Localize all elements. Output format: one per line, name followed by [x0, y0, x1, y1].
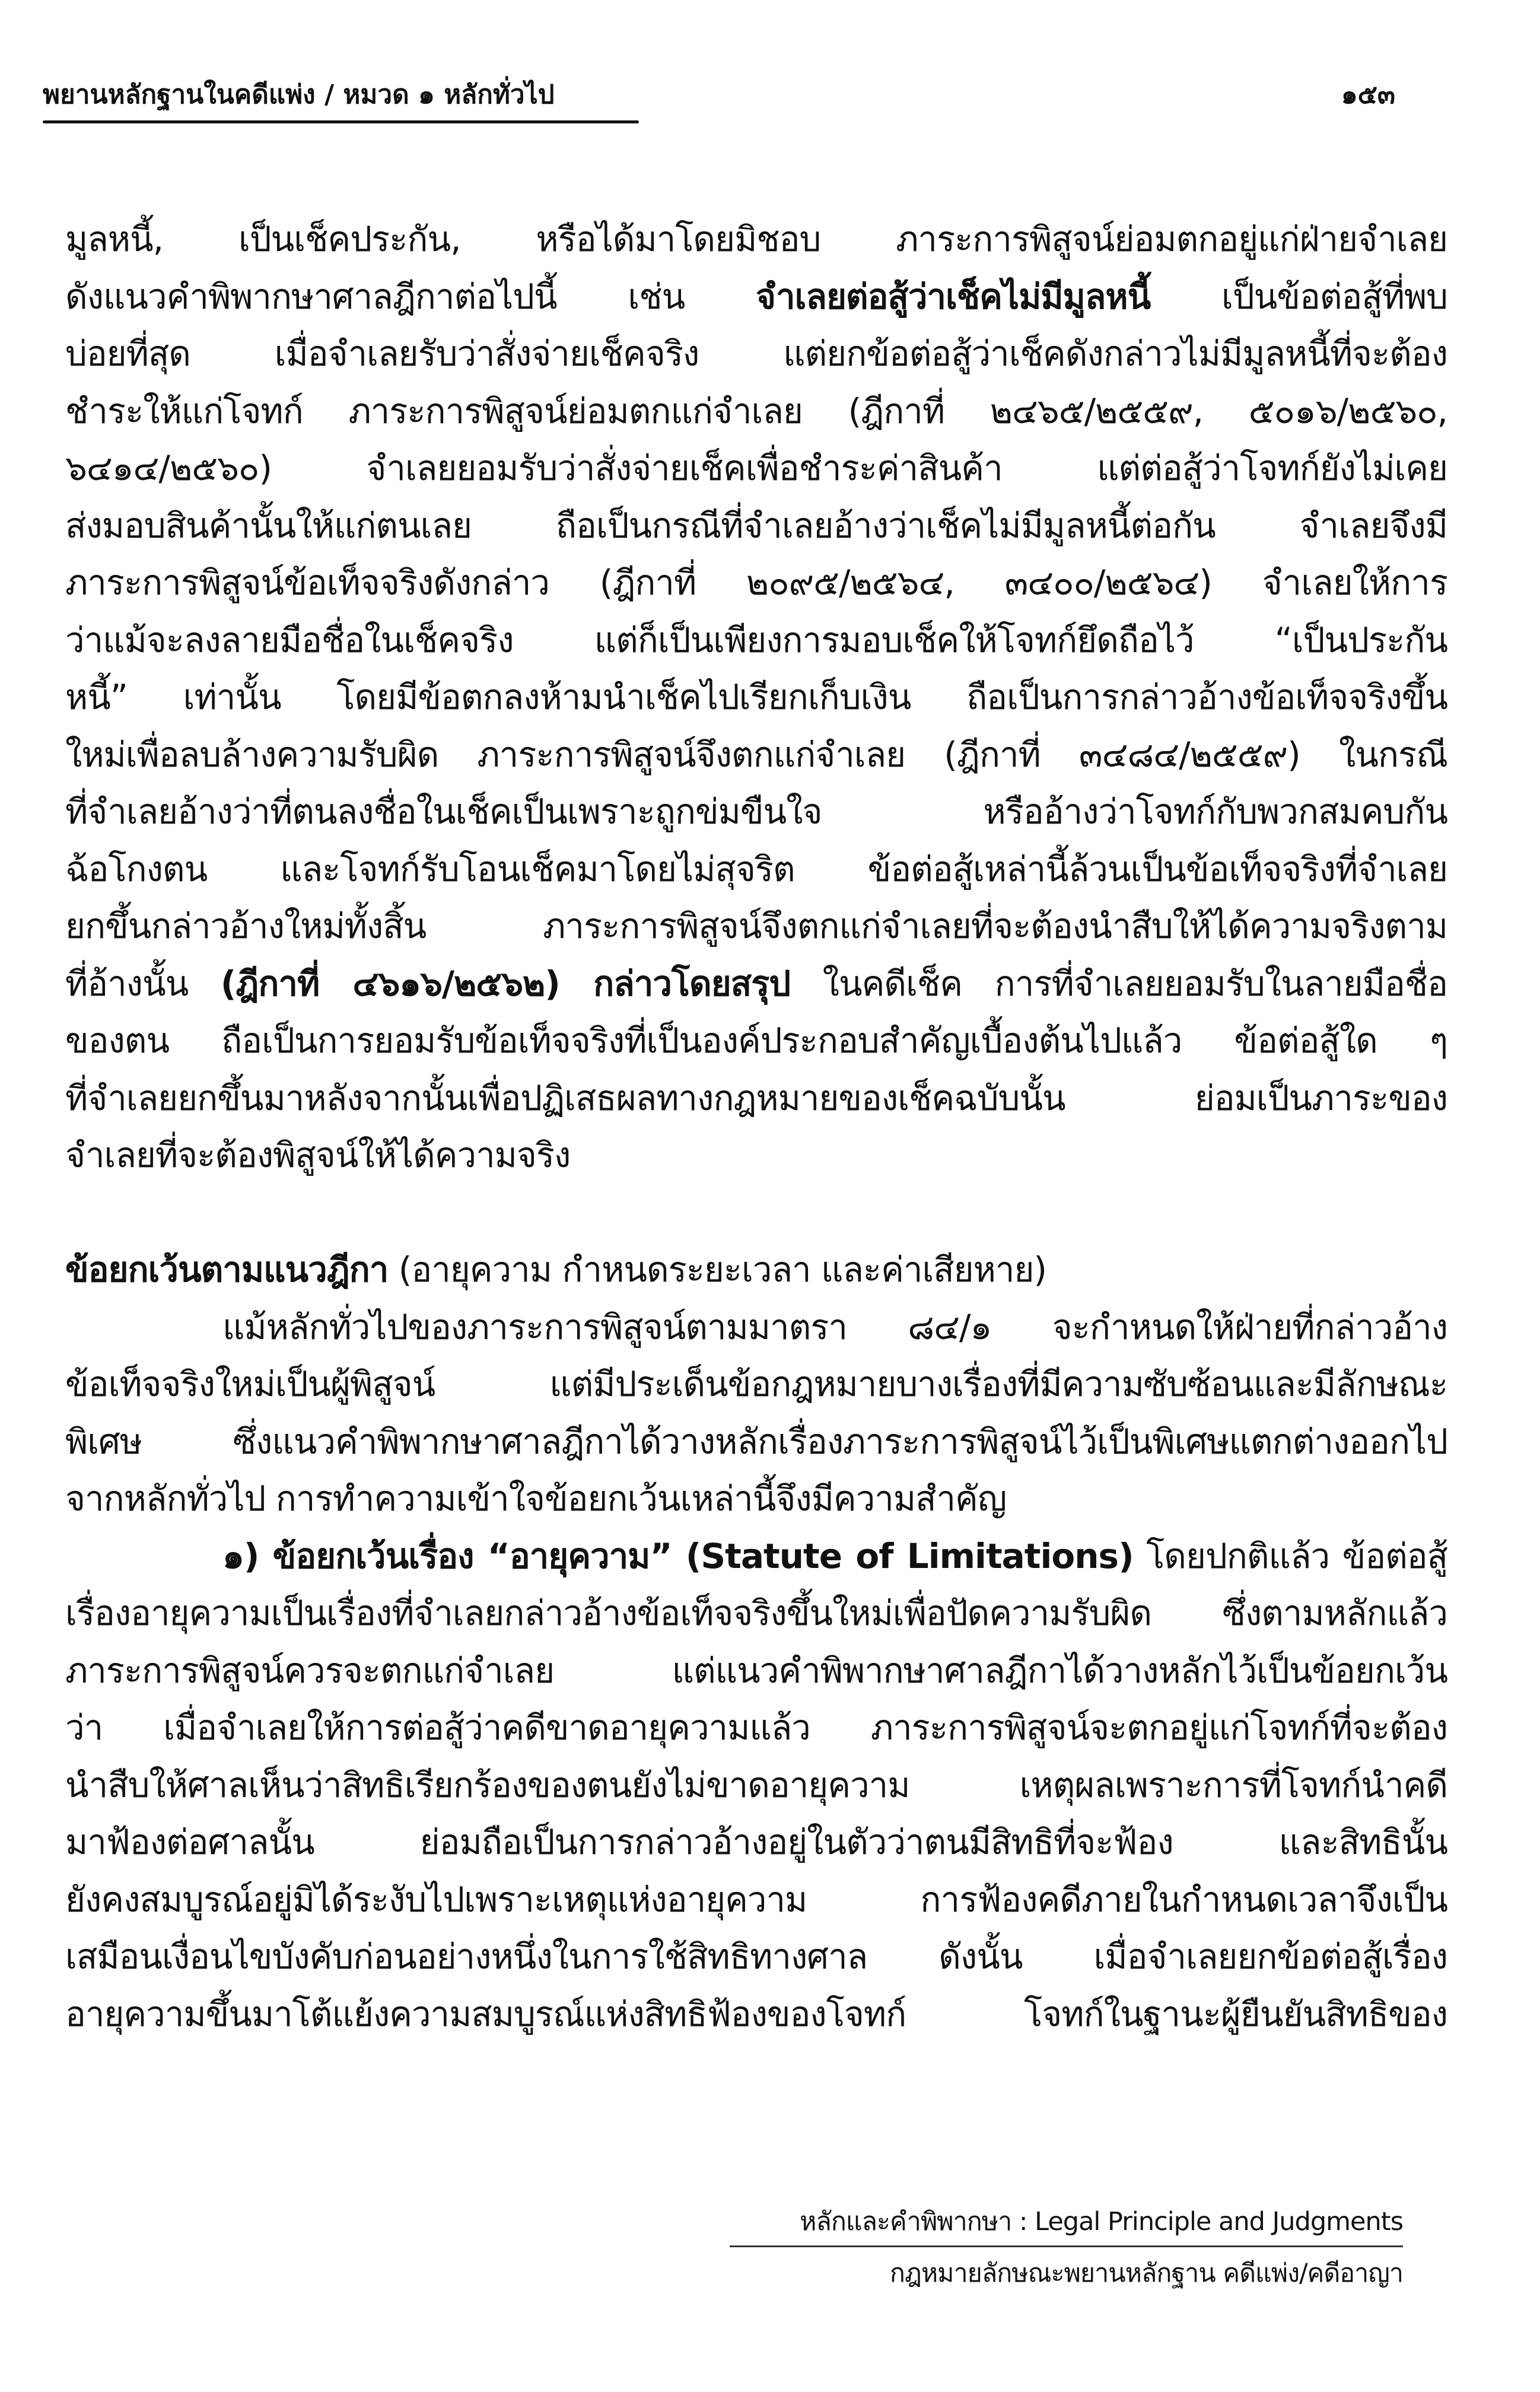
text-line: [65, 898, 1447, 955]
text-line: [65, 1127, 1447, 1184]
text-run: ภาระการพิสูจน์ควรจะตกแก่จำเลย แต่แนวคำพิพากษาศาลฎีกาได้วางหลักไว้เป็นข้อยกเว้น: [65, 1650, 1447, 1691]
text-run: บ่อยที่สุด เมื่อจำเลยรับว่าสั่งจ่ายเช็คจริง แต่ยกข้อต่อสู้ว่าเช็คดังกล่าวไม่มีมูลหนี้ที่จะต้อง: [65, 333, 1447, 374]
page-number: ๑๕๓: [1341, 79, 1395, 110]
text-run: ๖๔๑๔/๒๕๖๐) จำเลยยอมรับว่าสั่งจ่ายเช็คเพื่อชำระค่าสินค้า แต่ต่อสู้ว่าโจทก์ยังไม่เคย: [65, 448, 1447, 488]
running-footer: [730, 2204, 1403, 2291]
text-run: เรื่องอายุความเป็นเรื่องที่จำเลยกล่าวอ้างข้อเท็จจริงขึ้นใหม่เพื่อปัดความรับผิด ซึ่งตามหลักแล้ว: [65, 1593, 1447, 1633]
text-line: [65, 1642, 1447, 1700]
paragraph-cheque-defenses: [65, 211, 1447, 1184]
running-header: [43, 77, 1395, 131]
text-line: [65, 612, 1447, 669]
text-run: โดยปกติแล้ว ข้อต่อสู้: [1133, 1535, 1448, 1576]
paragraph-statute-of-limitations: [65, 1528, 1447, 2043]
text-run: ที่จำเลยยกขึ้นมาหลังจากนั้นเพื่อปฏิเสธผลทางกฎหมายของเช็คฉบับนั้น ย่อมเป็นภาระของ: [65, 1077, 1447, 1118]
text-line: [65, 1070, 1447, 1127]
text-run: จากหลักทั่วไป การทำความเข้าใจข้อยกเว้นเหล่านี้จึงมีความสำคัญ: [65, 1478, 1007, 1519]
text-line: [65, 669, 1447, 726]
text-line: [65, 554, 1447, 612]
section-heading-subtitle: (อายุความ กำหนดระยะเวลา และค่าเสียหาย): [388, 1249, 1047, 1290]
paragraph-gap: [65, 1184, 1447, 1242]
text-run: ส่งมอบสินค้านั้นให้แก่ตนเลย ถือเป็นกรณีที่จำเลยอ้างว่าเช็คไม่มีมูลหนี้ต่อกัน จำเลยจึงมี: [65, 505, 1447, 546]
text-line: [65, 1871, 1447, 1929]
text-run: หนี้” เท่านั้น โดยมีข้อตกลงห้ามนำเช็คไปเรียกเก็บเงิน ถือเป็นการกล่าวอ้างข้อเท็จจริงขึ้น: [65, 677, 1447, 717]
text-line: [65, 1814, 1447, 1871]
text-run: ที่อ้างนั้น: [65, 963, 221, 1004]
text-line: [65, 1585, 1447, 1642]
text-line: [65, 1528, 1447, 1585]
bold-text-run: ๑) ข้อยกเว้นเรื่อง “อายุความ” (Statute of Limitations): [222, 1535, 1134, 1576]
text-line: [65, 1699, 1447, 1757]
text-run: ยังคงสมบูรณ์อยู่มิได้ระงับไปเพราะเหตุแห่งอายุความ การฟ้องคดีภายในกำหนดเวลาจึงเป็น: [65, 1879, 1447, 1920]
text-run: ยกขึ้นกล่าวอ้างใหม่ทั้งสิ้น ภาระการพิสูจน์จึงตกแก่จำเลยที่จะต้องนำสืบให้ได้ความจริงตาม: [65, 906, 1447, 946]
running-title: พยานหลักฐานในคดีแพ่ง / หมวด ๑ หลักทั่วไป: [43, 79, 555, 110]
text-line: [65, 783, 1447, 841]
text-run: พิเศษ ซึ่งแนวคำพิพากษาศาลฎีกาได้วางหลักเรื่องภาระการพิสูจน์ไว้เป็นพิเศษแตกต่างออกไป: [65, 1421, 1447, 1462]
text-line: [65, 325, 1447, 383]
text-run: ดังแนวคำพิพากษาศาลฎีกาต่อไปนี้ เช่น: [65, 276, 756, 317]
text-run: เสมือนเงื่อนไขบังคับก่อนอย่างหนึ่งในการใช้สิทธิทางศาล ดังนั้น เมื่อจำเลยยกข้อต่อสู้เรื่อง: [65, 1936, 1447, 1977]
text-run: ว่า เมื่อจำเลยให้การต่อสู้ว่าคดีขาดอายุความแล้ว ภาระการพิสูจน์จะตกอยู่แก่โจทก์ที่จะต้อง: [65, 1707, 1447, 1748]
text-run: ข้อเท็จจริงใหม่เป็นผู้พิสูจน์ แต่มีประเด็นข้อกฎหมายบางเรื่องที่มีความซับซ้อนและมีลักษณะ: [65, 1364, 1447, 1404]
paragraph-exceptions-intro: [65, 1299, 1447, 1528]
text-run: เป็นข้อต่อสู้ที่พบ: [1150, 276, 1447, 317]
text-line: [65, 1413, 1447, 1471]
text-run: มูลหนี้, เป็นเช็คประกัน, หรือได้มาโดยมิชอบ ภาระการพิสูจน์ย่อมตกอยู่แก่ฝ่ายจำเลย: [65, 219, 1447, 259]
text-line: [65, 726, 1447, 784]
text-line: [65, 1299, 1447, 1356]
text-line: [65, 1928, 1447, 1986]
text-line: [65, 1012, 1447, 1070]
text-run: ภาระการพิสูจน์ข้อเท็จจริงดังกล่าว (ฎีกาที่ ๒๐๙๕/๒๕๖๔, ๓๔๐๐/๒๕๖๔) จำเลยให้การ: [65, 562, 1447, 603]
text-line: [65, 383, 1447, 440]
text-run: นำสืบให้ศาลเห็นว่าสิทธิเรียกร้องของตนยังไม่ขาดอายุความ เหตุผลเพราะการที่โจทก์นำคดี: [65, 1764, 1447, 1805]
text-line: [65, 1757, 1447, 1814]
text-run: ใหม่เพื่อลบล้างความรับผิด ภาระการพิสูจน์จึงตกแก่จำเลย (ฎีกาที่ ๓๔๘๔/๒๕๕๙) ในกรณี: [65, 734, 1447, 775]
page-body: [65, 211, 1447, 2043]
bold-text-run: (ฎีกาที่ ๔๖๑๖/๒๕๖๒) กล่าวโดยสรุป: [220, 963, 791, 1004]
text-run: ฉ้อโกงตน และโจทก์รับโอนเช็คมาโดยไม่สุจริต ข้อต่อสู้เหล่านี้ล้วนเป็นข้อเท็จจริงที่จำเลย: [65, 848, 1447, 889]
text-line: [65, 268, 1447, 326]
text-line: [65, 955, 1447, 1013]
text-line: [65, 497, 1447, 555]
footer-book-title: กฎหมายลักษณะพยานหลักฐาน คดีแพ่ง/คดีอาญา: [889, 2259, 1403, 2288]
footer-divider: [730, 2245, 1403, 2247]
text-run: จำเลยที่จะต้องพิสูจน์ให้ได้ความจริง: [65, 1135, 571, 1175]
text-line: [65, 440, 1447, 497]
text-run: ของตน ถือเป็นการยอมรับข้อเท็จจริงที่เป็นองค์ประกอบสำคัญเบื้องต้นไปแล้ว ข้อต่อสู้ใด ๆ: [65, 1020, 1447, 1061]
text-line: [65, 1356, 1447, 1413]
footer-series-title: หลักและคำพิพากษา : Legal Principle and Judgments: [800, 2207, 1403, 2237]
text-line: [65, 841, 1447, 898]
text-run: ในคดีเช็ค การที่จำเลยยอมรับในลายมือชื่อ: [790, 963, 1447, 1004]
text-line: [65, 211, 1447, 268]
text-run: ว่าแม้จะลงลายมือชื่อในเช็คจริง แต่ก็เป็นเพียงการมอบเช็คให้โจทก์ยึดถือไว้ “เป็นประกัน: [65, 619, 1447, 660]
text-run: ที่จำเลยอ้างว่าที่ตนลงชื่อในเช็คเป็นเพราะถูกข่มขืนใจ หรืออ้างว่าโจทก์กับพวกสมคบกัน: [65, 791, 1447, 832]
text-run: แม้หลักทั่วไปของภาระการพิสูจน์ตามมาตรา ๘๔/๑ จะกำหนดให้ฝ่ายที่กล่าวอ้าง: [222, 1306, 1447, 1347]
text-line: [65, 1986, 1447, 2043]
section-heading: [65, 1241, 1447, 1299]
text-run: ชำระให้แก่โจทก์ ภาระการพิสูจน์ย่อมตกแก่จำเลย (ฎีกาที่ ๒๔๖๕/๒๕๕๙, ๕๐๑๖/๒๕๖๐,: [65, 390, 1447, 431]
section-heading-bold: ข้อยกเว้นตามแนวฎีกา: [65, 1249, 389, 1290]
header-underline: [43, 120, 639, 123]
bold-text-run: จำเลยต่อสู้ว่าเช็คไม่มีมูลหนี้: [756, 276, 1151, 317]
text-run: มาฟ้องต่อศาลนั้น ย่อมถือเป็นการกล่าวอ้างอยู่ในตัวว่าตนมีสิทธิที่จะฟ้อง และสิทธินั้น: [65, 1822, 1447, 1862]
text-run: อายุความขึ้นมาโต้แย้งความสมบูรณ์แห่งสิทธิฟ้องของโจทก์ โจทก์ในฐานะผู้ยืนยันสิทธิของ: [65, 1993, 1447, 2034]
text-line: [65, 1470, 1447, 1528]
